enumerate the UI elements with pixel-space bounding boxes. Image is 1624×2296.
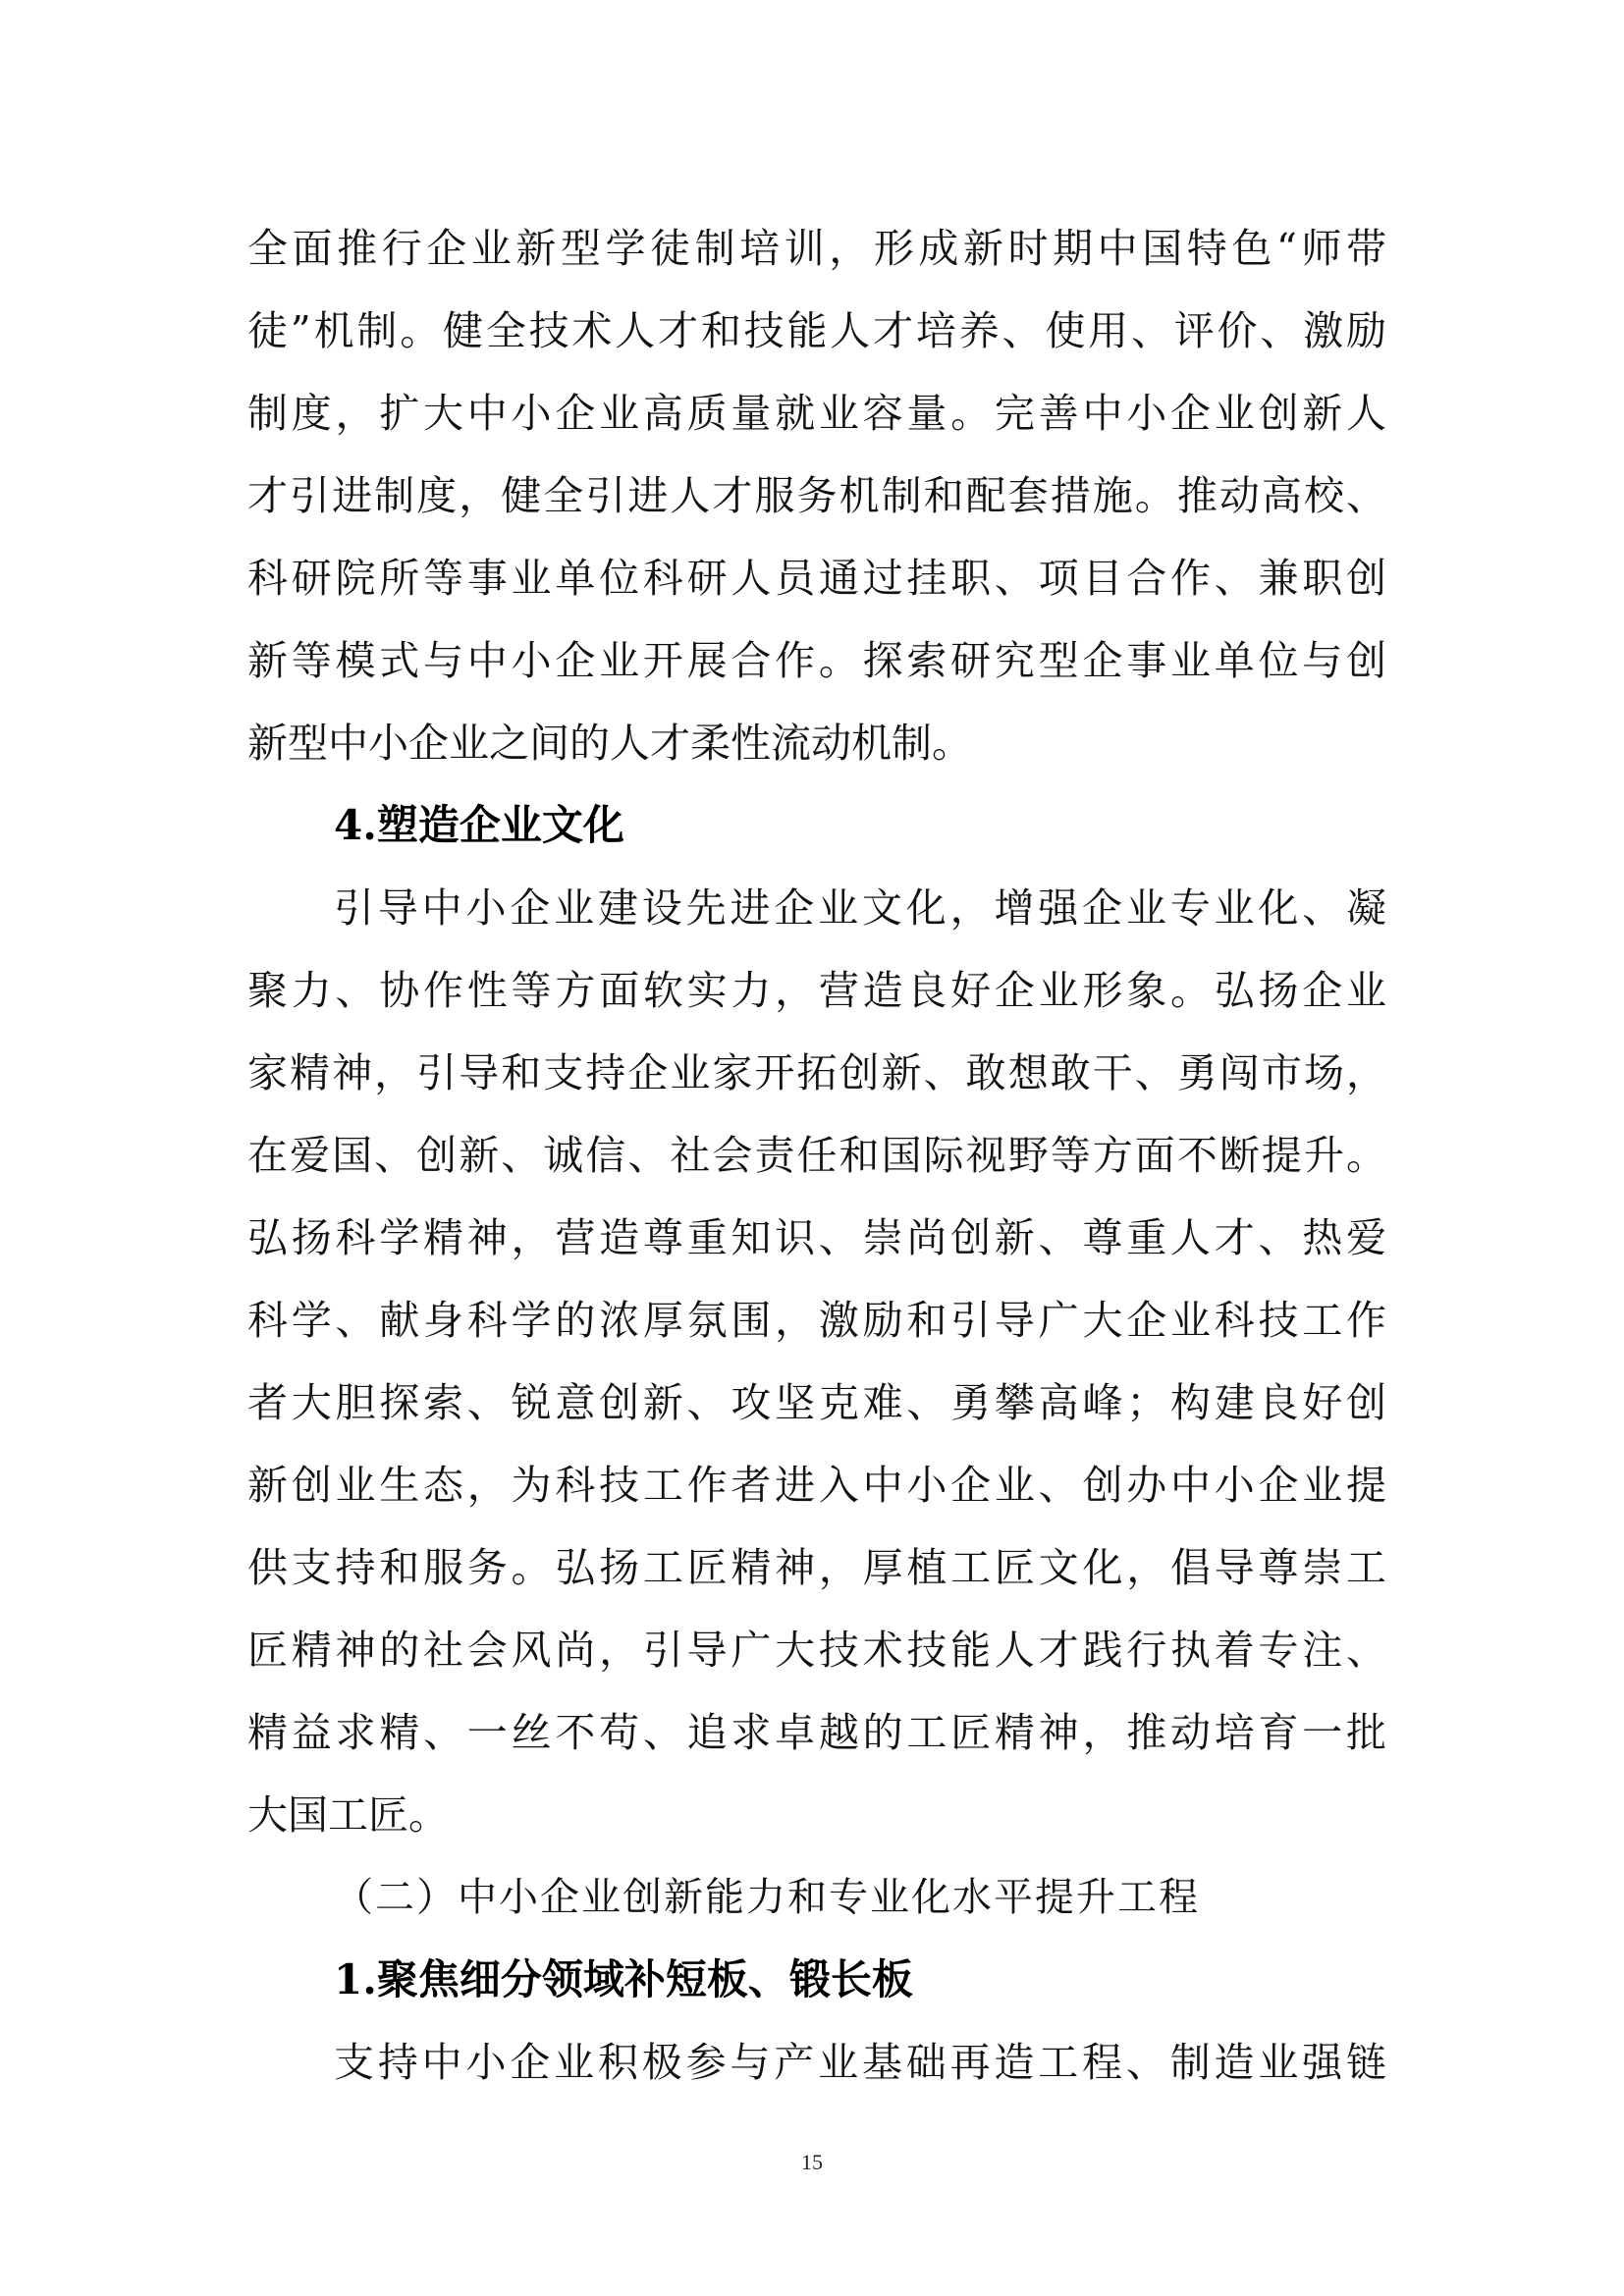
- paragraph-line: 新型中小企业之间的人才柔性流动机制。: [247, 720, 972, 767]
- paragraph-line: 聚力、协作性等方面软实力，营造良好企业形象。弘扬企业: [247, 967, 1386, 1014]
- paragraph-line: 家精神，引导和支持企业家开拓创新、敢想敢干、勇闯市场，: [247, 1049, 1386, 1096]
- paragraph-line: 科研院所等事业单位科研人员通过挂职、项目合作、兼职创: [247, 555, 1386, 602]
- paragraph-line: 供支持和服务。弘扬工匠精神，厚植工匠文化，倡导尊崇工: [247, 1544, 1386, 1591]
- paragraph-line: 全面推行企业新型学徒制培训，形成新时期中国特色“师带: [247, 225, 1386, 272]
- paragraph-line: 科学、献身科学的浓厚氛围，激励和引导广大企业科技工作: [247, 1297, 1386, 1344]
- paragraph-line: 才引进制度，健全引进人才服务机制和配套措施。推动高校、: [247, 472, 1386, 519]
- paragraph-line: 大国工匠。: [247, 1791, 449, 1839]
- paragraph-line: 者大胆探索、锐意创新、攻坚克难、勇攀高峰；构建良好创: [247, 1379, 1386, 1426]
- paragraph-line: 支持中小企业积极参与产业基础再造工程、制造业强链: [334, 2039, 1386, 2086]
- paragraph-line: 新等模式与中小企业开展合作。探索研究型企事业单位与创: [247, 637, 1386, 684]
- paragraph-line: 匠精神的社会风尚，引导广大技术技能人才践行执着专注、: [247, 1627, 1386, 1674]
- section-heading-innovation-project: （二）中小企业创新能力和专业化水平提升工程: [334, 1875, 1200, 1920]
- paragraph-line: 精益求精、一丝不苟、追求卓越的工匠精神，推动培育一批: [247, 1709, 1386, 1756]
- paragraph-line: 引导中小企业建设先进企业文化，增强企业专业化、凝: [334, 884, 1386, 932]
- page-number: 15: [801, 2150, 823, 2174]
- subheading-niche-fields: 1.聚焦细分领域补短板、锻长板: [334, 1955, 913, 2003]
- subheading-corporate-culture: 4.塑造企业文化: [334, 801, 624, 849]
- paragraph-line: 新创业生态，为科技工作者进入中小企业、创办中小企业提: [247, 1462, 1386, 1509]
- paragraph-line: 弘扬科学精神，营造尊重知识、崇尚创新、尊重人才、热爱: [247, 1214, 1386, 1261]
- paragraph-line: 徒”机制。健全技术人才和技能人才培养、使用、评价、激励: [247, 307, 1386, 354]
- paragraph-line: 制度，扩大中小企业高质量就业容量。完善中小企业创新人: [247, 390, 1386, 437]
- paragraph-line: 在爱国、创新、诚信、社会责任和国际视野等方面不断提升。: [247, 1132, 1386, 1179]
